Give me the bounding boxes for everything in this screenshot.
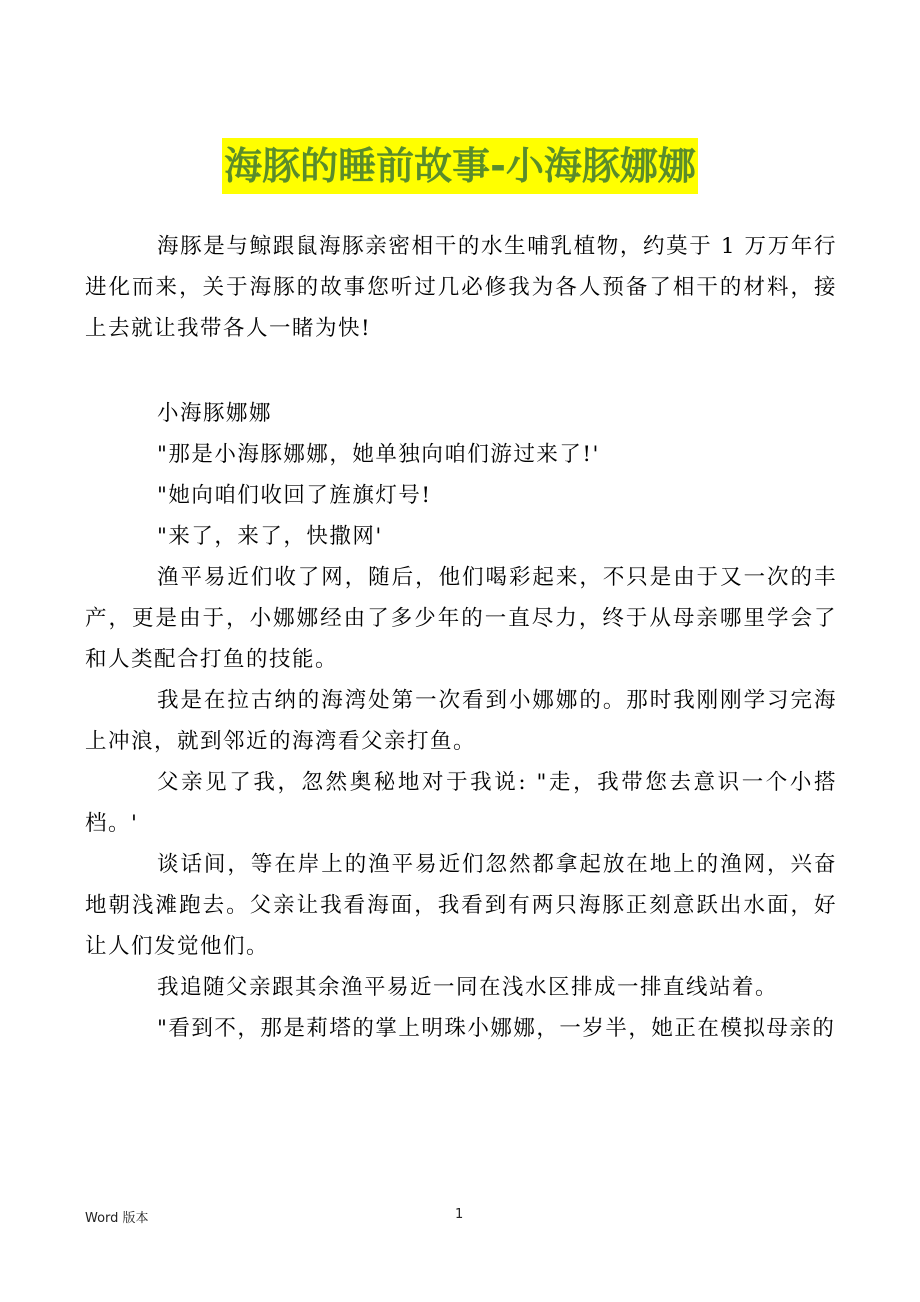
- story-paragraph: 我是在拉古纳的海湾处第一次看到小娜娜的。那时我刚刚学习完海上冲浪，就到邻近的海湾看父亲打鱼。: [85, 688, 837, 754]
- footer-label: Word 版本: [85, 1211, 149, 1226]
- dialogue-line: "来了，来了，快撒网': [157, 524, 383, 549]
- intro-paragraph: 海豚是与鲸跟鼠海豚亲密相干的水生哺乳植物，约莫于 1 万万年行进化而来，关于海豚的故事您听过几必修我为各人预备了相干的材料，接上去就让我带各人一睹为快!: [85, 234, 837, 341]
- story-paragraph: 渔平易近们收了网，随后，他们喝彩起来，不只是由于又一次的丰产，更是由于，小娜娜经由了多少年的一直尽力，终于从母亲哪里学会了和人类配合打鱼的技能。: [85, 565, 837, 672]
- story-paragraph: 我追随父亲跟其余渔平易近一同在浅水区排成一排直线站着。: [157, 975, 779, 1000]
- story-subtitle: 小海豚娜娜: [157, 401, 273, 426]
- dialogue-line: "她向咱们收回了旌旗灯号!: [157, 483, 432, 508]
- dialogue-line: "那是小海豚娜娜，她单独向咱们游过来了!': [157, 442, 600, 467]
- page-number: 1: [455, 1207, 464, 1222]
- document-title: 海豚的睡前故事-小海豚娜娜: [222, 138, 698, 194]
- document-body: [85, 226, 837, 1049]
- story-paragraph: 父亲见了我，忽然奥秘地对于我说: "走，我带您去意识一个小搭档。': [85, 770, 837, 836]
- story-paragraph: "看到不，那是莉塔的掌上明珠小娜娜，一岁半，她正在模拟母亲的: [157, 1016, 836, 1041]
- spacer: [85, 349, 837, 393]
- story-paragraph: 谈话间，等在岸上的渔平易近们忽然都拿起放在地上的渔网，兴奋地朝浅滩跑去。父亲让我看海面，我看到有两只海豚正刻意跃出水面，好让人们发觉他们。: [85, 852, 837, 959]
- title-container: [0, 138, 920, 194]
